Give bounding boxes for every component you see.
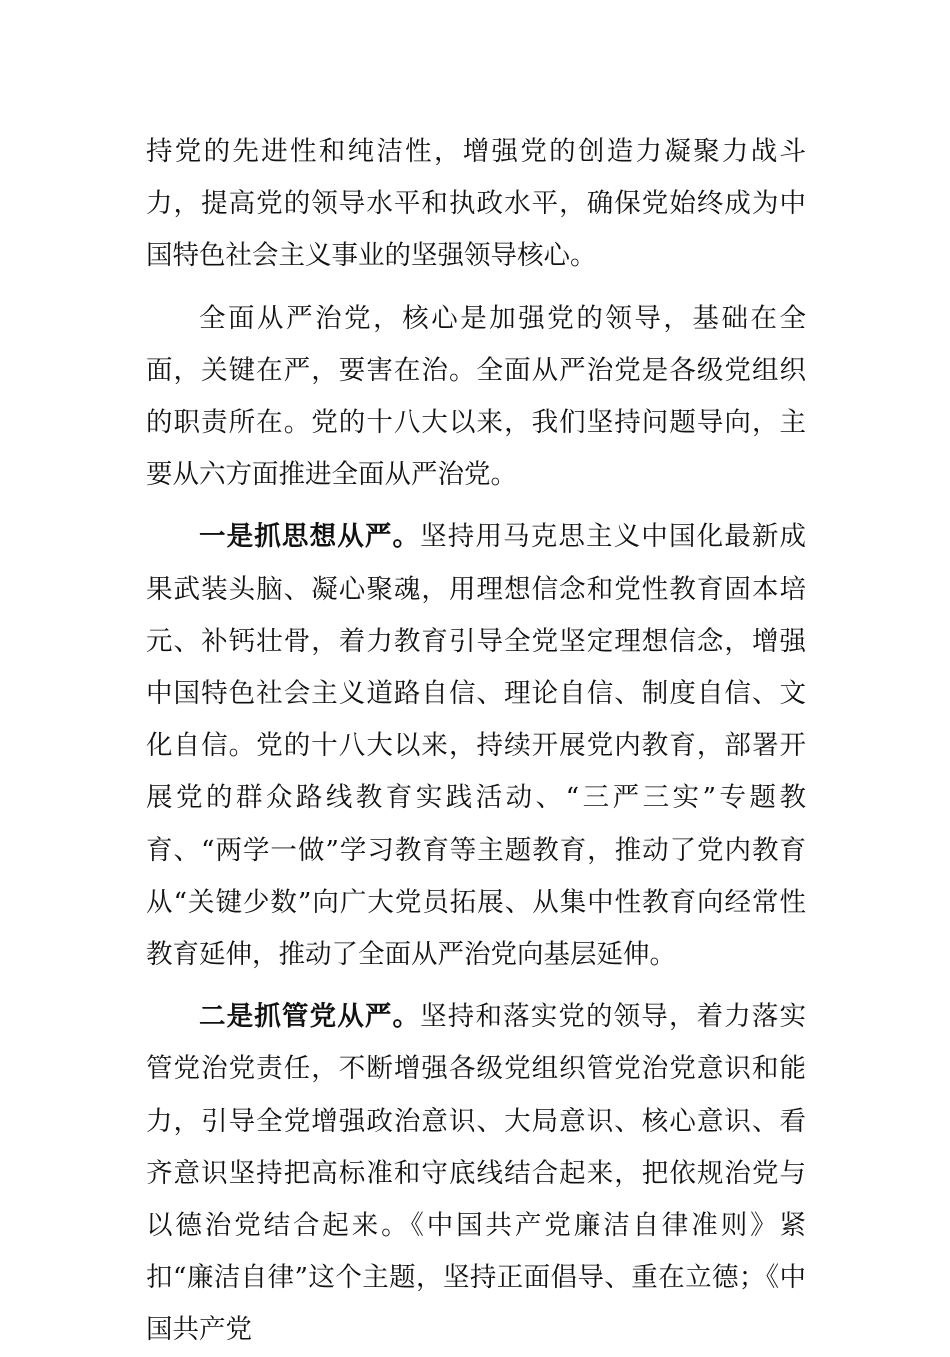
paragraph-2-text: 全面从严治党，核心是加强党的领导，基础在全面，关键在严，要害在治。全面从严治党是各级党组织的职责所在。党的十八大以来，我们坚持问题导向，主要从六方面推进全面从严治党。 xyxy=(146,302,806,491)
paragraph-1-text: 持党的先进性和纯洁性，增强党的创造力凝聚力战斗力，提高党的领导水平和执政水平，确保党始终成为中国特色社会主义事业的坚强领导核心。 xyxy=(146,136,806,272)
paragraph-3 xyxy=(146,511,806,981)
paragraph-2 xyxy=(146,293,806,502)
document-page xyxy=(146,126,806,1357)
paragraph-1 xyxy=(146,126,806,283)
paragraph-4-text: 坚持和落实党的领导，着力落实管党治党责任，不断增强各级党组织管党治党意识和能力，引导全党增强政治意识、大局意识、核心意识、看齐意识坚持把高标准和守底线结合起来，把依规治党与以德治党结合起来。《中国共产党廉洁自律准则》紧扣“廉洁自律”这个主题，坚持正面倡导、重在立德；《中国共产党 xyxy=(146,1001,807,1346)
paragraph-4-lead: 二是抓管党从严。 xyxy=(199,1001,421,1033)
paragraph-4 xyxy=(146,991,806,1356)
paragraph-3-text: 坚持用马克思主义中国化最新成果武装头脑、凝心聚魂，用理想信念和党性教育固本培元、补钙壮骨，着力教育引导全党坚定理想信念，增强中国特色社会主义道路自信、理论自信、制度自信、文化自信。党的十八大以来，持续开展党内教育，部署开展党的群众路线教育实践活动、“三严三实”专题教育、“两学一做”学习教育等主题教育，推动了党内教育从“关键少数”向广大党员拓展、从集中性教育向经常性教育延伸，推动了全面从严治党向基层延伸。 xyxy=(146,521,807,971)
paragraph-3-lead: 一是抓思想从严。 xyxy=(199,521,421,553)
